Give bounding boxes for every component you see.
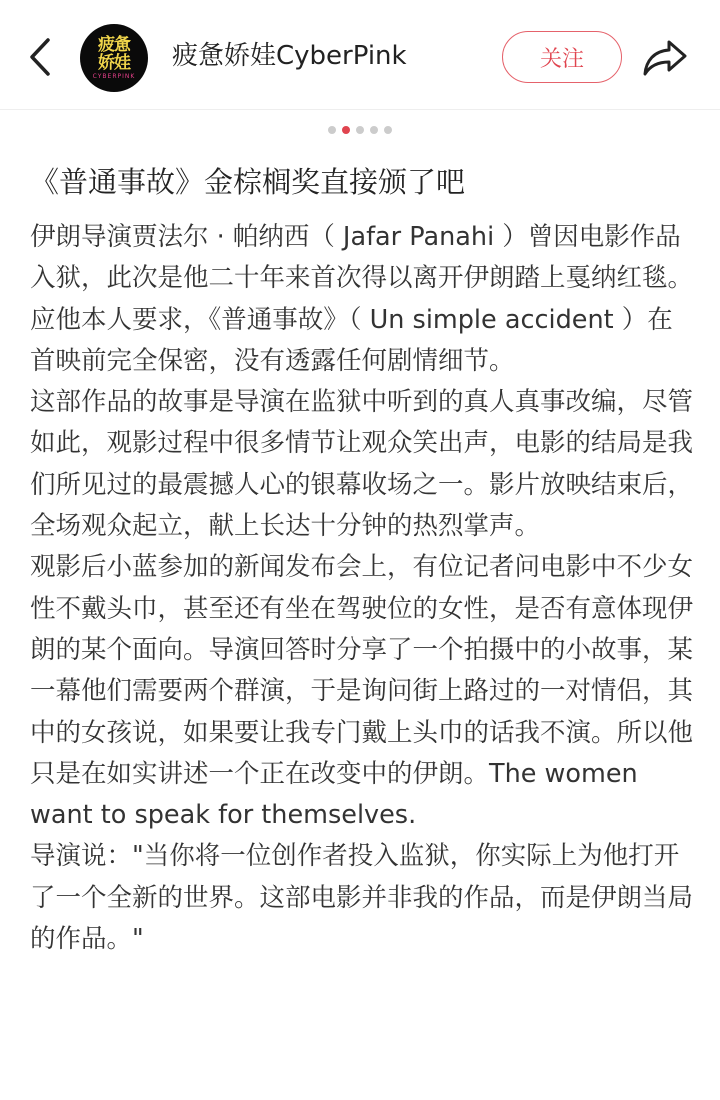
author-name[interactable]: 疲惫娇娃CyberPink [172,41,407,71]
carousel-dot[interactable] [342,126,350,134]
carousel-dot[interactable] [384,126,392,134]
avatar[interactable] [80,24,148,92]
carousel-dot[interactable] [356,126,364,134]
top-bar [0,0,720,110]
carousel-dot[interactable] [370,126,378,134]
post-paragraph: 观影后小蓝参加的新闻发布会上，有位记者问电影中不少女性不戴头巾，甚至还有坐在驾驶位的女性，是否有意体现伊朗的某个面向。导演回答时分享了一个拍摄中的小故事，某一幕他们需要两个群演，于是询问街上路过的一对情侣，其中的女孩说，如果要让我专门戴上头巾的话我不演。所以他只是在如实讲述一个正在改变中的伊朗。The women want to speak for themselves. [30,552,694,831]
carousel-dot[interactable] [328,126,336,134]
post-title: 《普通事故》金棕榈奖直接颁了吧 [30,165,466,199]
carousel-indicator [0,126,720,136]
follow-button[interactable]: 关注 [502,31,622,83]
share-arrow-icon [642,39,688,77]
avatar-text-line1: 疲惫 [98,35,130,55]
avatar-text-line2: 娇娃 [98,53,130,73]
back-button[interactable] [22,36,58,78]
post-paragraph: 导演说："当你将一位创作者投入监狱，你实际上为他打开了一个全新的世界。这部电影并非我的作品，而是伊朗当局的作品。" [30,841,694,955]
avatar-subtext: CYBERPINK [92,73,136,80]
post-paragraph: 伊朗导演贾法尔 · 帕纳西（ Jafar Panahi ）曾因电影作品入狱，此次是他二十年来首次得以离开伊朗踏上戛纳红毯。应他本人要求，《普通事故》（ Un simple accident ）在首映前完全保密，没有透露任何剧情细节。 [30,222,694,376]
post-body [30,217,695,960]
chevron-left-icon [28,37,52,77]
share-button[interactable] [640,36,690,80]
post-paragraph: 这部作品的故事是导演在监狱中听到的真人真事改编，尽管如此，观影过程中很多情节让观众笑出声，电影的结局是我们所见过的最震撼人心的银幕收场之一。影片放映结束后，全场观众起立，献上长达十分钟的热烈掌声。 [30,387,694,542]
